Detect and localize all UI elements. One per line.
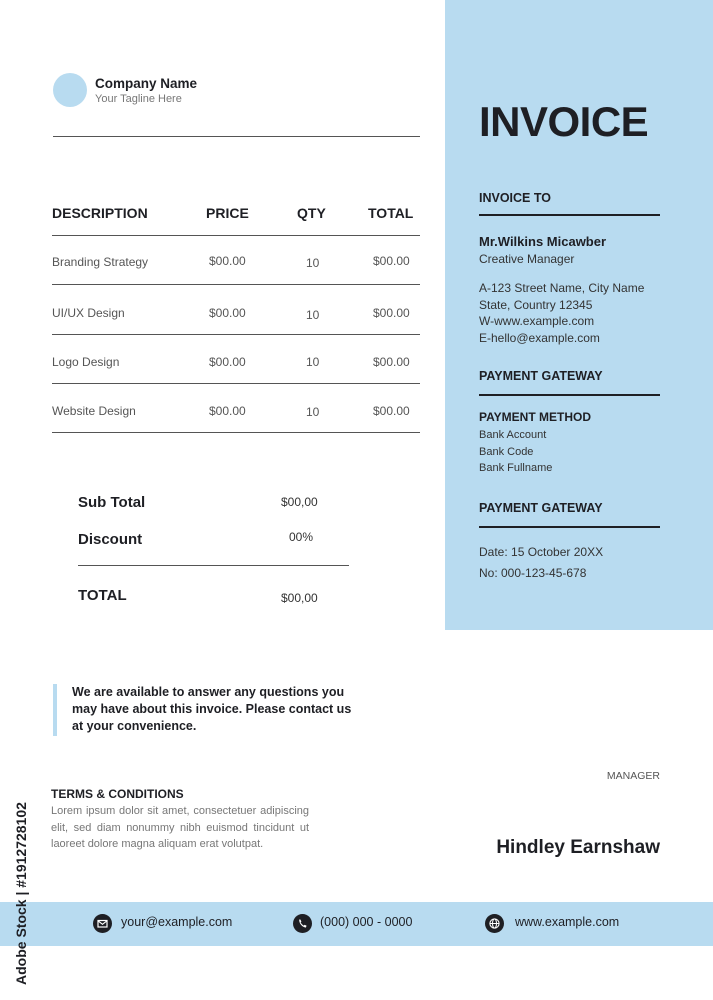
footer-email[interactable]: your@example.com — [121, 915, 233, 929]
payment-line-bank-code: Bank Code — [479, 445, 534, 458]
col-header-description: DESCRIPTION — [52, 205, 148, 221]
table-bottom-divider — [52, 432, 420, 433]
row-2-total: $00.00 — [373, 306, 410, 320]
footer-phone[interactable]: (000) 000 - 0000 — [320, 915, 413, 929]
row-1-qty: 10 — [306, 256, 320, 270]
terms-heading: TERMS & CONDITIONS — [51, 787, 184, 801]
discount-label: Discount — [78, 531, 143, 548]
row-2-qty: 10 — [306, 308, 320, 322]
table-header-divider — [52, 235, 420, 236]
phone-icon — [293, 914, 312, 933]
total-value: $00,00 — [281, 591, 318, 605]
client-address-line-2: State, Country 12345 — [479, 297, 593, 312]
client-address-line-1: A-123 Street Name, City Name — [479, 281, 645, 295]
row-1-description: Branding Strategy — [52, 255, 149, 269]
discount-value: 00% — [289, 530, 314, 544]
col-header-total: TOTAL — [368, 205, 414, 221]
row-4-description: Website Design — [52, 404, 136, 418]
invoice-to-heading: INVOICE TO — [479, 191, 552, 205]
company-name: Company Name — [95, 76, 198, 91]
sidebar-divider — [479, 526, 660, 528]
note-accent-bar — [53, 684, 57, 736]
payment-line-bank-account: Bank Account — [479, 429, 547, 441]
client-website: W-www.example.com — [479, 314, 595, 328]
client-name: Mr.Wilkins Micawber — [479, 234, 607, 249]
row-4-qty: 10 — [306, 405, 320, 419]
payment-method-heading: PAYMENT METHOD — [479, 410, 592, 424]
row-3-qty: 10 — [306, 355, 320, 369]
header-divider — [53, 136, 420, 137]
col-header-qty: QTY — [297, 205, 326, 221]
payment-line-bank-fullname: Bank Fullname — [479, 462, 553, 474]
table-row-divider — [52, 284, 420, 285]
payment-gateway-heading: PAYMENT GATEWAY — [479, 369, 603, 383]
table-row-divider — [52, 334, 420, 335]
company-logo — [53, 73, 87, 107]
subtotal-label: Sub Total — [78, 494, 146, 511]
terms-body: Lorem ipsum dolor sit amet, consectetuer adipiscing elit, sed diam nonummy nibh euismod tincidunt ut laoreet dolore magna aliquam erat volutpat. — [51, 805, 309, 850]
signature-role: MANAGER — [606, 770, 660, 782]
row-2-price: $00.00 — [209, 306, 246, 320]
invoice-number: No: 000-123-45-678 — [479, 566, 587, 580]
signature-name: Hindley Earnshaw — [496, 837, 660, 858]
col-header-price: PRICE — [206, 205, 249, 221]
invoice-date: Date: 15 October 20XX — [479, 545, 604, 559]
client-email: E-hello@example.com — [479, 330, 600, 345]
footer-website[interactable]: www.example.com — [515, 915, 620, 929]
client-role: Creative Manager — [479, 252, 575, 266]
row-2-description: UI/UX Design — [52, 306, 125, 320]
contact-note: We are available to answer any questions you may have about this invoice. Please contact us at your convenience. — [72, 685, 352, 733]
stock-credit: Adobe Stock | #1912728102 — [13, 802, 29, 985]
row-3-total: $00.00 — [373, 355, 410, 369]
summary-divider — [78, 565, 349, 566]
row-4-total: $00.00 — [373, 404, 410, 418]
sidebar-divider — [479, 394, 660, 396]
payment-gateway-heading-2: PAYMENT GATEWAY — [479, 501, 603, 515]
row-1-price: $00.00 — [209, 254, 246, 268]
total-label: TOTAL — [78, 587, 127, 604]
mail-icon — [93, 914, 112, 933]
globe-icon — [485, 914, 504, 933]
company-tagline: Your Tagline Here — [95, 93, 182, 105]
sidebar-divider — [479, 214, 660, 216]
invoice-title: INVOICE — [479, 98, 649, 145]
subtotal-value: $00,00 — [281, 495, 318, 509]
row-4-price: $00.00 — [209, 404, 246, 418]
table-row-divider — [52, 383, 420, 384]
row-1-total: $00.00 — [373, 254, 410, 268]
row-3-description: Logo Design — [52, 355, 120, 369]
row-3-price: $00.00 — [209, 355, 246, 369]
